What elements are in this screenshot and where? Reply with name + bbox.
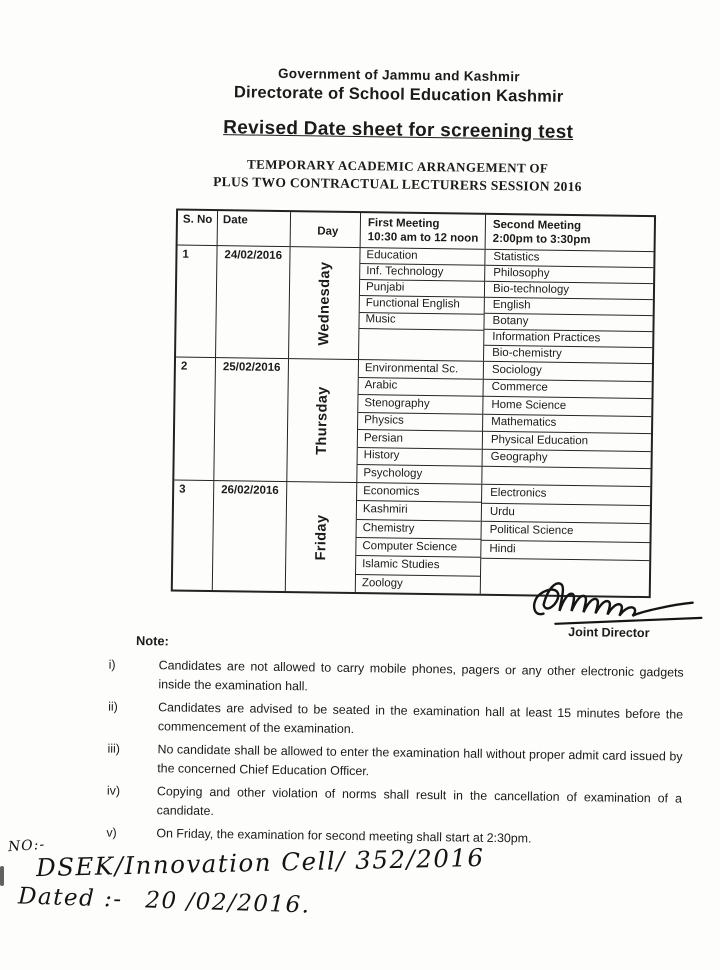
day-label: Wednesday [315,260,333,346]
subject-cell: Arabic [359,378,483,397]
subtitle-line2: PLUS TWO CONTRACTUAL LECTURERS SESSION 2016 [213,173,582,195]
subject-cell: English [485,298,653,316]
second-meeting-title: Second Meeting [492,218,582,233]
table-row [174,356,652,486]
header-second-meeting [485,215,654,251]
table-row [176,245,654,364]
cell-sno: 3 [179,483,186,496]
subject-cell: Information Practices [484,330,652,348]
subject-cell: Home Science [483,397,651,417]
day-label: Thursday [314,386,332,455]
cell-second-meeting [481,362,652,486]
handwritten-dated-label: Dated :- [17,883,123,913]
note-text: Candidates are advised to be seated in the examination hall at least 15 minutes before the commencement of the examination. [157,700,684,736]
note-item [107,782,682,827]
note-number: iii) [107,741,121,756]
notes-title: Note: [135,632,169,649]
header-sno: S. No [182,213,213,226]
subject-cell: Economics [357,483,481,503]
note-text: No candidate shall be allowed to enter the examination hall without proper admit card issued by the concerned Chief Education Officer. [157,742,683,778]
day-label: Friday [312,513,330,561]
handwritten-reference-number: DSEK/Innovation Cell/ 352/2016 [35,842,485,883]
second-meeting-time: 2:00pm to 3:30pm [492,232,591,247]
note-item [108,656,683,701]
subject-cell: Stenography [358,395,482,414]
datesheet-table [171,208,656,598]
note-number: i) [108,657,116,672]
note-item [107,740,682,785]
subject-cell: Electronics [482,485,650,506]
note-number: iv) [106,783,121,798]
cell-day [285,482,357,592]
subject-cell: Commerce [484,379,652,399]
subject-cell: Political Science [482,522,650,543]
subject-cell: Music [359,313,483,331]
subject-cell: Islamic Studies [356,556,480,576]
scan-artifact [0,866,4,886]
cell-second-meeting [483,250,654,363]
subject-cell: Persian [358,430,482,449]
subject-cell: Urdu [482,503,650,524]
subject-cell: Geography [483,450,651,470]
empty-cell [359,329,483,361]
subject-cell: Bio-technology [485,282,653,300]
government-line: Government of Jammu and Kashmir [277,65,521,85]
header-first-meeting [360,213,485,249]
notes-section [106,633,684,856]
table-header-row [178,211,654,252]
page-title: Revised Date sheet for screening test [223,117,574,144]
subject-cell: Philosophy [485,266,653,284]
subject-cell: Chemistry [357,520,481,540]
cell-day [286,359,358,482]
subject-cell: Physics [358,413,482,432]
subtitle-line1: TEMPORARY ACADEMIC ARRANGEMENT OF [246,156,549,176]
subject-cell: Kashmiri [357,501,481,521]
header-day: Day [290,212,360,247]
subject-cell: Computer Science [356,538,480,558]
subject-cell: Statistics [485,250,653,268]
handwritten-no-label: NO:- [7,836,46,856]
subject-cell: Hindi [481,540,649,561]
cell-date: 25/02/2016 [213,358,288,481]
cell-sno: 2 [180,360,188,373]
cell-day [288,247,360,359]
first-meeting-title: First Meeting [367,217,440,231]
cell-first-meeting [356,360,483,484]
subject-cell: Education [360,248,484,266]
first-meeting-time: 10:30 am to 12 noon [367,231,479,245]
cell-first-meeting [355,483,482,594]
empty-cell [482,467,650,486]
subject-cell: Botany [484,314,652,332]
document-header [77,63,719,197]
note-text: Candidates are not allowed to carry mobile phones, pagers or any other electronic gadgets inside the examination hall. [158,658,684,693]
note-number: ii) [108,699,118,714]
header-date: Date [217,211,290,246]
note-item [108,698,683,743]
cell-first-meeting [358,248,485,361]
subject-cell: Bio-chemistry [492,346,562,360]
directorate-line: Directorate of School Education Kashmir [233,83,564,106]
joint-director-label: Joint Director [568,624,650,641]
cell-date: 24/02/2016 [215,246,290,358]
subject-cell: Punjabi [360,280,484,298]
subject-cell: History [358,448,482,467]
subject-cell: Zoology [361,576,403,590]
subject-cell: Inf. Technology [360,264,484,282]
cell-sno: 1 [182,248,189,261]
handwritten-dated-value: 20 /02/2016. [144,887,311,919]
subject-cell: Mathematics [483,415,651,435]
subject-cell: Psychology [363,467,423,480]
subject-cell: Functional English [360,296,484,314]
note-number: v) [106,825,117,840]
note-text: On Friday, the examination for second meeting shall start at 2:30pm. [156,826,532,846]
cell-date: 26/02/2016 [212,481,287,591]
subject-cell: Physical Education [483,432,651,452]
note-text: Copying and other violation of norms shall result in the cancellation of examination of a candidate. [156,784,683,818]
subject-cell: Environmental Sc. [359,360,483,379]
subject-cell: Sociology [484,362,652,382]
